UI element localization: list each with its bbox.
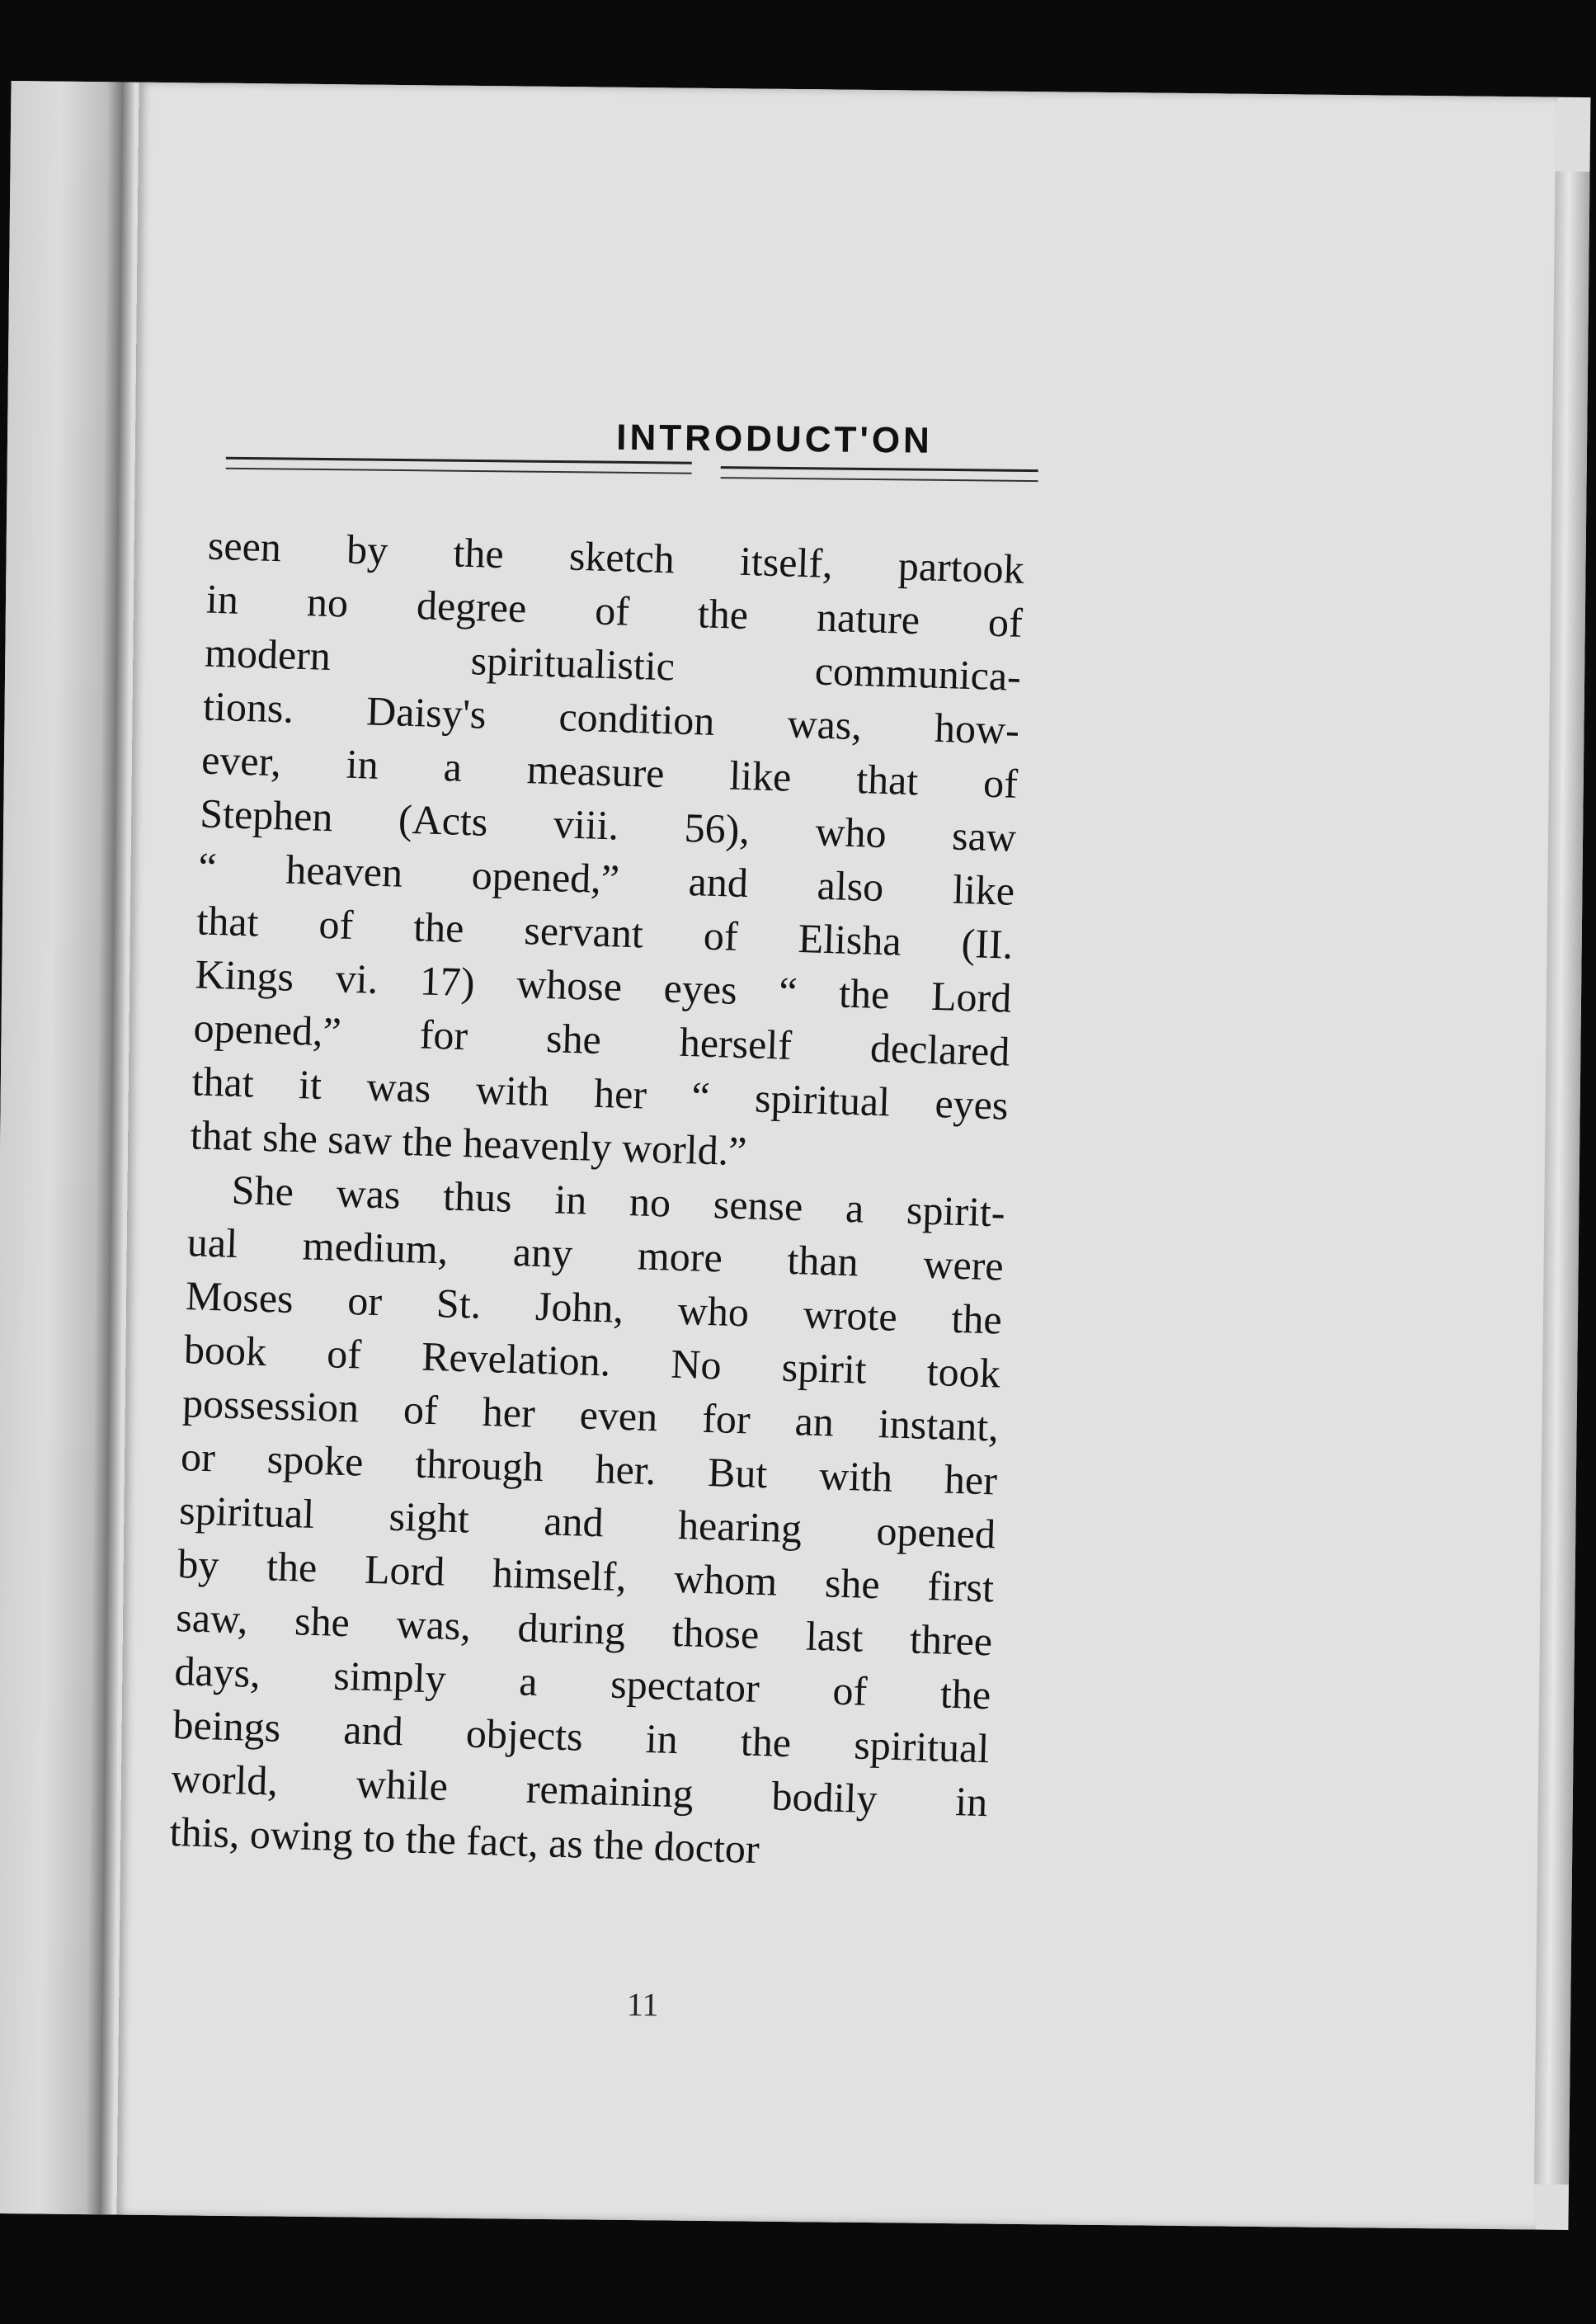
text-line: world, while remaining bodily in: [170, 1754, 989, 1826]
text-line: seen by the sketch itself, partook: [207, 521, 1025, 592]
text-line: this, owing to the fact, as the doctor: [168, 1808, 760, 1873]
text-line: that it was with her “ spiritual eyes: [191, 1058, 1010, 1129]
text-line: spiritual sight and hearing opened: [178, 1487, 996, 1558]
text-line: Stephen (Acts viii. 56), who saw: [199, 790, 1017, 860]
running-head: INTRODUCT'ON: [616, 417, 934, 461]
text-line: ever, in a measure like that of: [200, 736, 1019, 807]
text-line: possession of her even for an instant,: [181, 1379, 1000, 1450]
text-line: She was thus in no sense a spirit-: [231, 1166, 1006, 1236]
text-line: tions. Daisy's condition was, how-: [202, 682, 1020, 753]
page-number: 11: [626, 1985, 659, 2024]
text-line: opened,” for she herself declared: [192, 1004, 1011, 1075]
text-line: days, simply a spectator of the: [173, 1647, 991, 1718]
text-line: Moses or St. John, who wrote the: [185, 1272, 1003, 1343]
text-line: beings and objects in the spiritual: [172, 1700, 991, 1772]
text-line: that she saw the heavenly world.”: [190, 1111, 748, 1175]
text-line: “ heaven opened,” and also like: [197, 843, 1015, 914]
text-line: book of Revelation. No spirit took: [183, 1326, 1001, 1397]
text-line: modern spiritualistic communica-: [204, 629, 1022, 700]
text-line: or spoke through her. But with her: [180, 1433, 998, 1504]
left-page-edge: [0, 81, 135, 2214]
text-line: Kings vi. 17) whose eyes “ the Lord: [194, 950, 1013, 1021]
text-line: saw, she was, during those last three: [175, 1594, 993, 1665]
text-line: that of the servant of Elisha (II.: [195, 897, 1014, 968]
paragraph: [169, 1162, 1006, 1883]
text-line: by the Lord himself, whom she first: [177, 1540, 995, 1611]
book-spread: [0, 81, 1590, 2230]
text-line: in no degree of the nature of: [205, 575, 1024, 646]
paragraph: [190, 519, 1025, 1186]
body-text: [169, 519, 1025, 1883]
text-line: ual medium, any more than were: [186, 1219, 1005, 1289]
